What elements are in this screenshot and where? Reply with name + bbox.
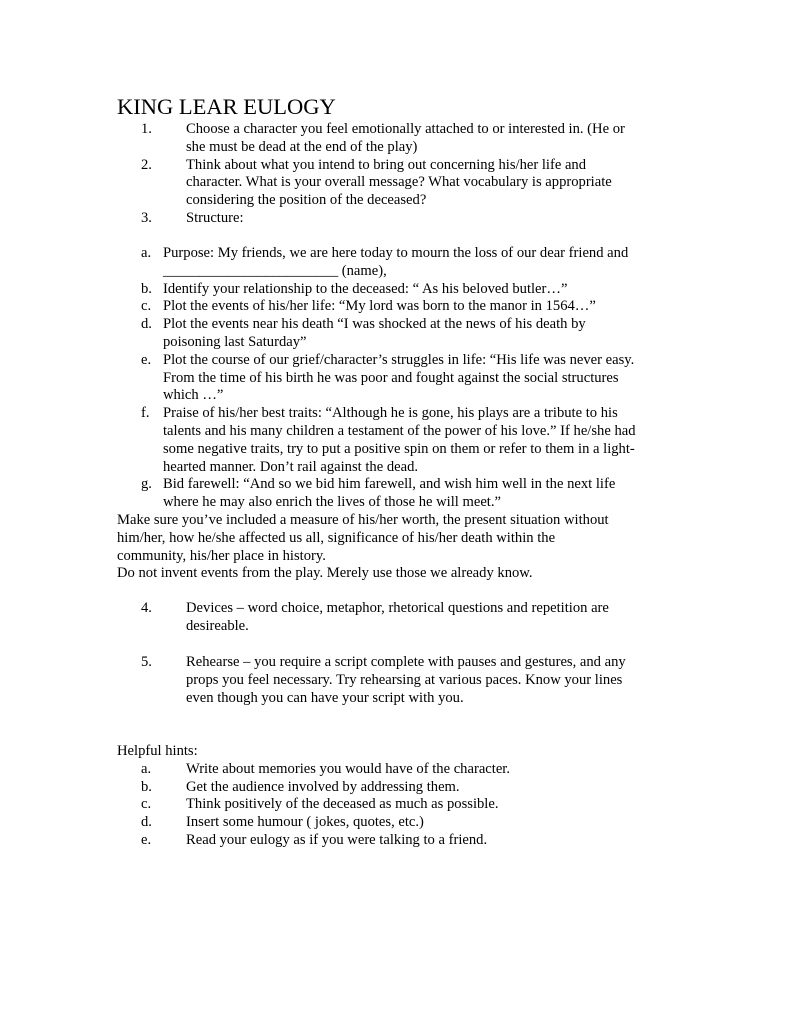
item-number: 3. (141, 209, 152, 226)
item-text-line: Structure: (186, 209, 244, 226)
item-text-line: hearted manner. Don’t rail against the dead. (163, 458, 419, 475)
item-letter: d. (141, 814, 152, 831)
item-letter: c. (141, 298, 152, 315)
paragraph-line: Make sure you’ve included a measure of his/her worth, the present situation without (117, 512, 609, 528)
hint-text: Think positively of the deceased as much as possible. (186, 796, 499, 813)
item-text-line: character. What is your overall message? What vocabulary is appropriate (186, 174, 612, 191)
item-letter: b. (141, 778, 152, 795)
item-letter: a. (141, 245, 152, 261)
paragraph-line: Do not invent events from the play. Merely use those we already know. (117, 565, 533, 582)
hints-heading: Helpful hints: (117, 743, 198, 759)
numbered-list-devices (0, 600, 791, 636)
hint-text: Write about memories you would have of the character. (186, 760, 511, 777)
structure-list (0, 245, 791, 512)
item-text-line: Choose a character you feel emotionally attached to or interested in. (He or (186, 121, 625, 137)
item-number: 4. (141, 600, 152, 616)
list-item (0, 121, 791, 157)
item-text-line: talents and his many children a testament of the power of his love.” If he/she had (163, 422, 636, 439)
item-text-line: Plot the course of our grief/character’s struggles in life: “His life was never easy. (163, 351, 635, 368)
item-text-line: where he may also enrich the lives of those he will meet.” (163, 494, 501, 511)
item-text-line: Rehearse – you require a script complete with pauses and gestures, and any (186, 654, 626, 670)
item-letter: e. (141, 831, 152, 848)
item-text-line: she must be dead at the end of the play) (186, 138, 418, 155)
numbered-list-main (0, 121, 791, 228)
helpful-hints (0, 743, 791, 850)
item-letter: a. (141, 760, 152, 777)
item-letter: b. (141, 280, 152, 297)
item-text-line: which …” (163, 387, 224, 404)
document-title: KING LEAR EULOGY (117, 94, 336, 119)
item-text-line: props you feel necessary. Try rehearsing at various paces. Know your lines (186, 671, 623, 688)
item-text-line: Purpose: My friends, we are here today to mourn the loss of our dear friend and (163, 245, 629, 261)
list-item (0, 210, 791, 228)
list-item (0, 832, 791, 850)
item-number: 1. (141, 121, 152, 137)
item-text-line: Think about what you intend to bring out concerning his/her life and (186, 156, 587, 173)
item-text-line: Devices – word choice, metaphor, rhetorical questions and repetition are (186, 600, 609, 616)
list-item (0, 352, 791, 405)
list-item (0, 281, 791, 299)
item-text-line: From the time of his birth he was poor and fought against the social structures (163, 369, 619, 386)
list-item (0, 779, 791, 797)
list-item (0, 814, 791, 832)
item-text-line: Bid farewell: “And so we bid him farewell, and wish him well in the next life (163, 476, 616, 493)
paragraph-line: him/her, how he/she affected us all, significance of his/her death within the (117, 529, 556, 546)
item-text-line: some negative traits, try to put a positive spin on them or refer to them in a light- (163, 440, 635, 457)
list-item (0, 245, 791, 281)
list-item (0, 476, 791, 512)
item-number: 5. (141, 654, 152, 670)
item-text-line: desireable. (186, 617, 249, 634)
item-number: 2. (141, 156, 152, 173)
item-text-line: ________________________ (name), (163, 262, 387, 279)
item-letter: g. (141, 476, 152, 493)
hint-text: Read your eulogy as if you were talking to a friend. (186, 831, 488, 848)
instruction-paragraphs (0, 512, 791, 583)
item-text-line: even though you can have your script with you. (186, 689, 464, 706)
numbered-list-rehearse (0, 654, 791, 707)
list-item (0, 316, 791, 352)
hint-text: Insert some humour ( jokes, quotes, etc.) (186, 814, 424, 831)
hint-text: Get the audience involved by addressing them. (186, 778, 460, 795)
item-letter: d. (141, 316, 152, 333)
item-letter: f. (141, 405, 150, 422)
item-letter: e. (141, 351, 152, 368)
list-item (0, 405, 791, 476)
list-item (0, 298, 791, 316)
item-text-line: Identify your relationship to the deceased: “ As his beloved butler…” (163, 280, 568, 297)
paragraph-line: community, his/her place in history. (117, 547, 326, 564)
list-item (0, 761, 791, 779)
list-item (0, 654, 791, 707)
item-text-line: poisoning last Saturday” (163, 333, 307, 350)
item-letter: c. (141, 796, 152, 813)
item-text-line: considering the position of the deceased? (186, 192, 427, 209)
list-item (0, 157, 791, 210)
list-item (0, 796, 791, 814)
item-text-line: Plot the events near his death “I was shocked at the news of his death by (163, 316, 586, 333)
item-text-line: Praise of his/her best traits: “Although he is gone, his plays are a tribute to his (163, 405, 618, 422)
item-text-line: Plot the events of his/her life: “My lord was born to the manor in 1564…” (163, 298, 596, 315)
list-item (0, 600, 791, 636)
